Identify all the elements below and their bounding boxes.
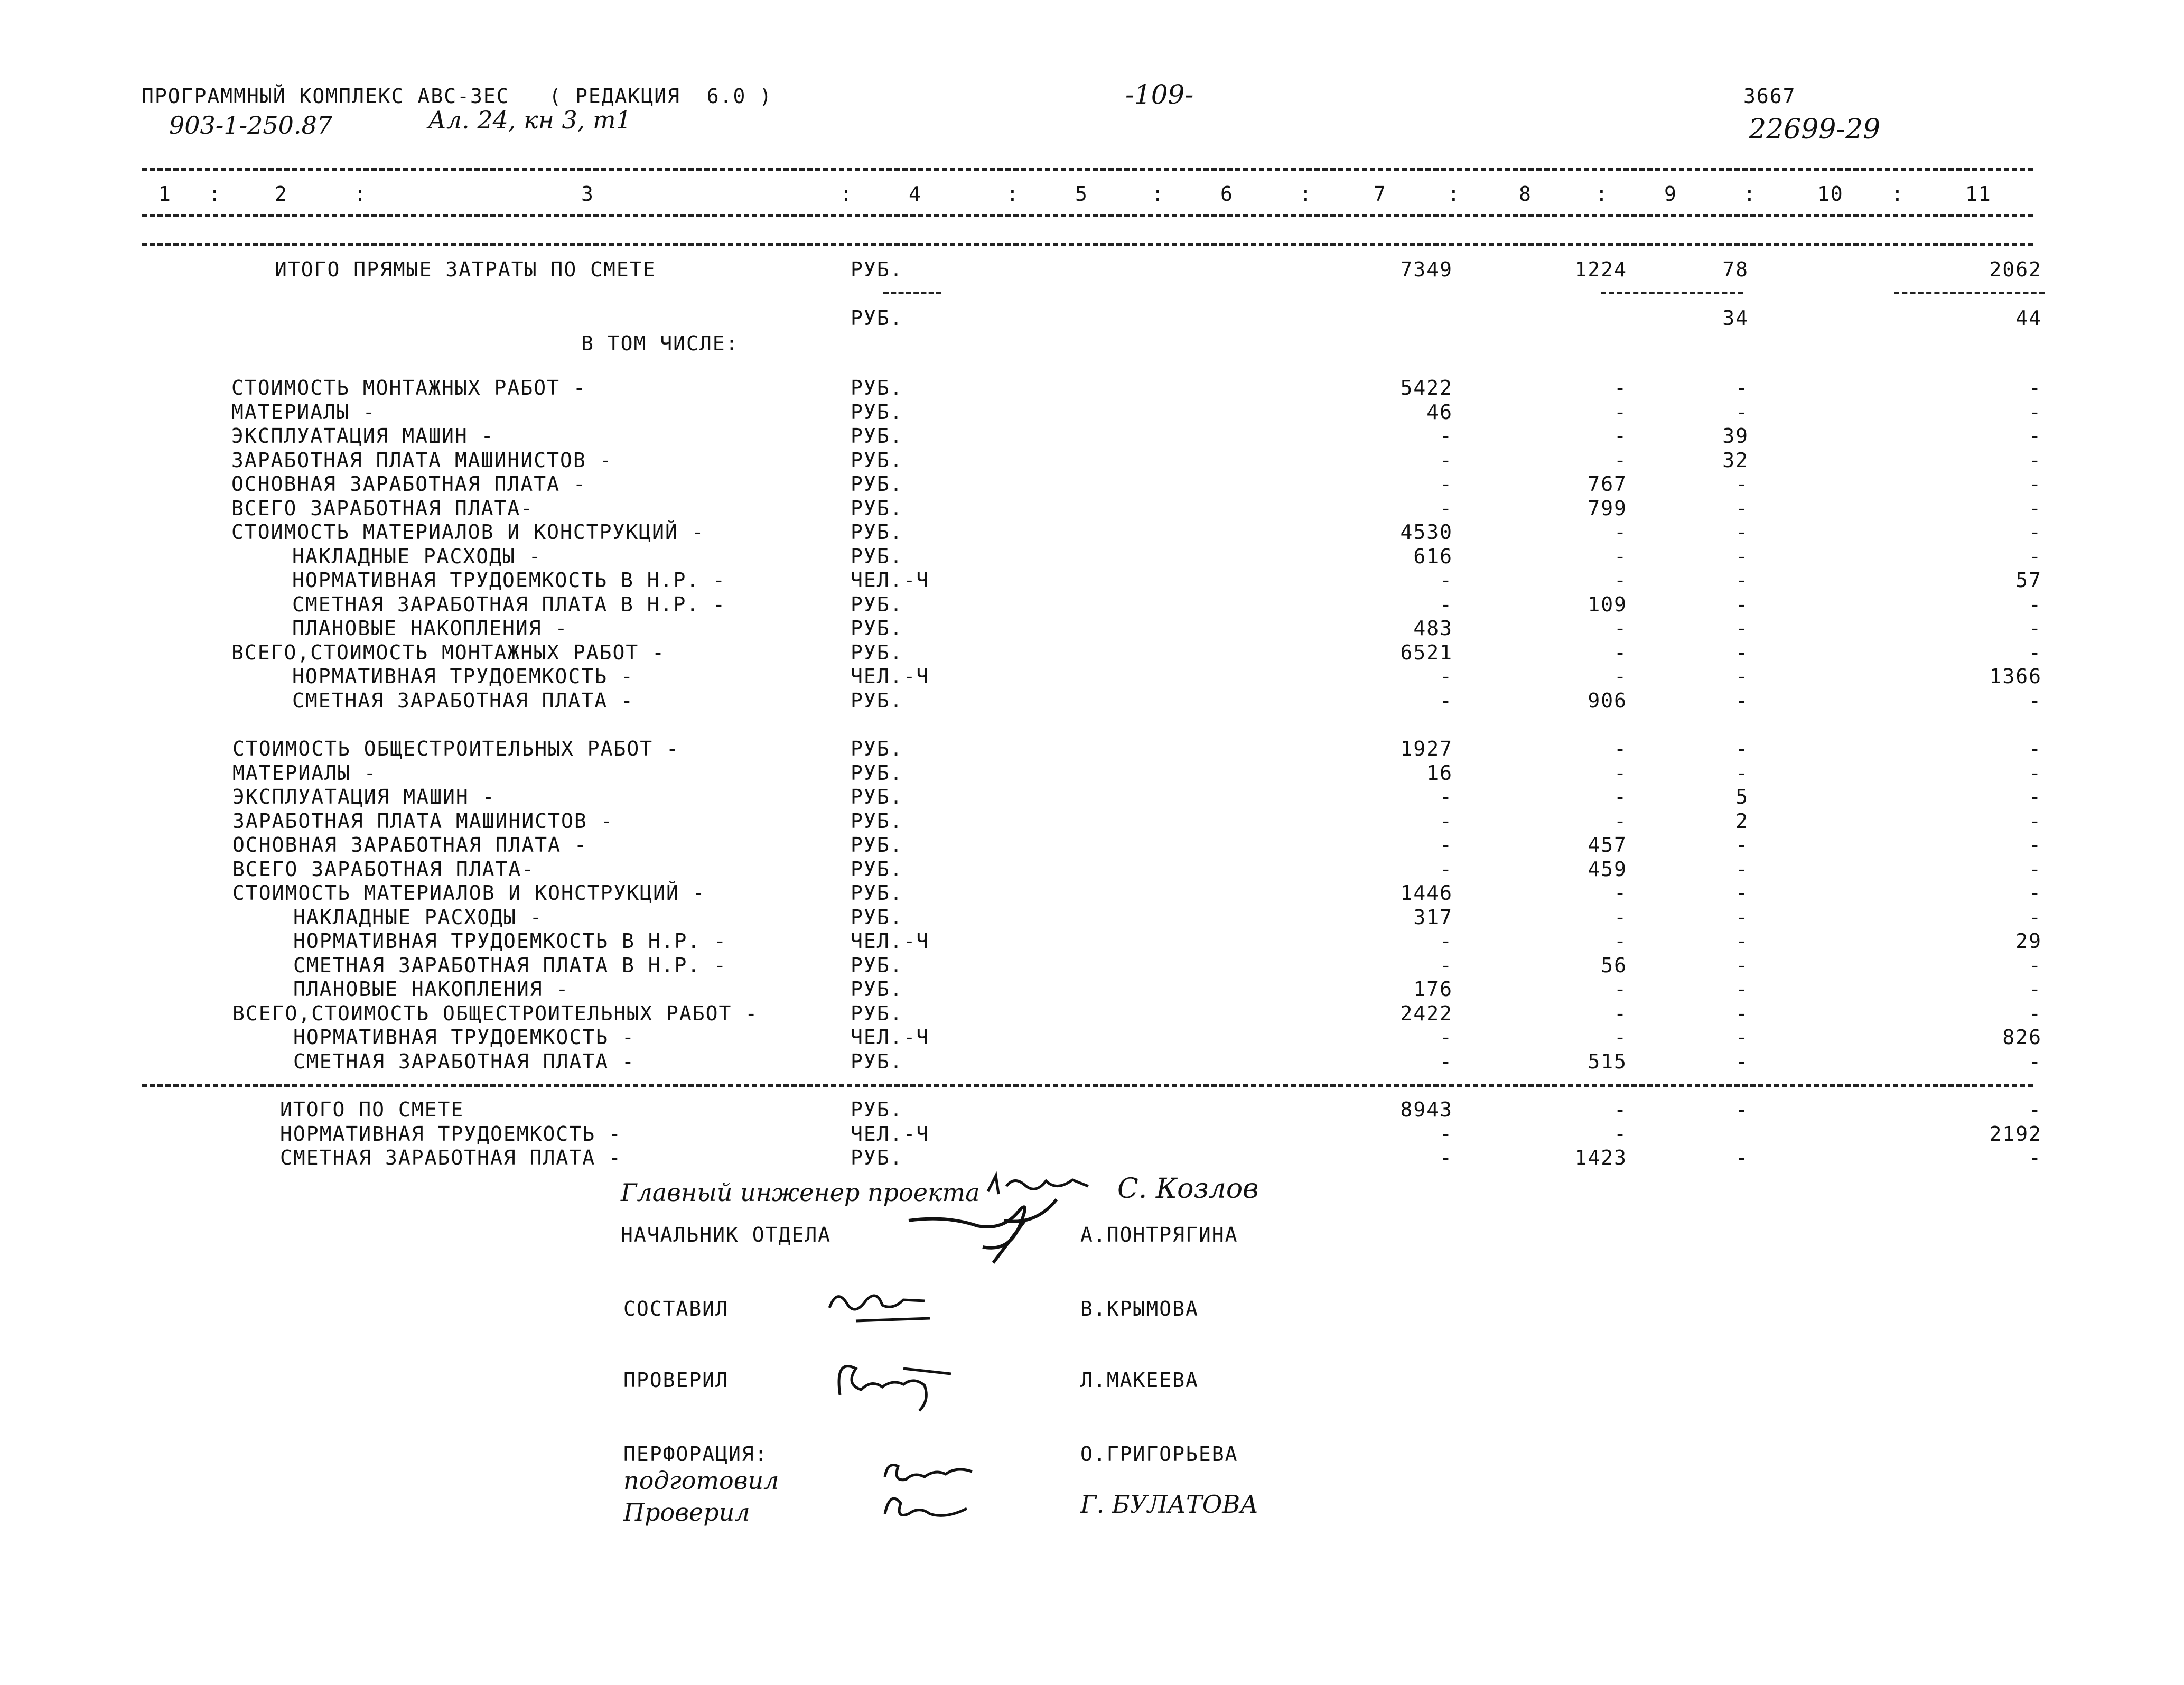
- cell-col9: -: [1735, 569, 1749, 592]
- chief-engineer-name: С. Козлов: [1117, 1173, 1259, 1205]
- compiled-name: В.КРЫМОВА: [1080, 1297, 1199, 1320]
- cell-col9: -: [1735, 401, 1749, 424]
- project-code: 903-1-250.87: [169, 111, 333, 139]
- cell-col8: -: [1614, 809, 1627, 833]
- cell-col11: 44: [2015, 306, 2042, 330]
- cell-col9: -: [1735, 617, 1749, 640]
- compiled-title: СОСТАВИЛ: [623, 1297, 729, 1320]
- cell-col11: -: [2029, 520, 2042, 544]
- cell-col9: -: [1735, 929, 1749, 953]
- row-label: НОРМАТИВНАЯ ТРУДОЕМКОСТЬ В Н.Р. -: [293, 929, 727, 953]
- row-label: ПЛАНОВЫЕ НАКОПЛЕНИЯ -: [293, 978, 570, 1001]
- column-rule-2: [142, 243, 2033, 246]
- row-unit: ЧЕЛ.-Ч: [851, 929, 930, 953]
- row-label: ЗАРАБОТНАЯ ПЛАТА МАШИНИСТОВ -: [232, 809, 614, 833]
- row-label: ВСЕГО ЗАРАБОТНАЯ ПЛАТА-: [232, 858, 535, 881]
- row-label: НОРМАТИВНАЯ ТРУДОЕМКОСТЬ В Н.Р. -: [292, 569, 726, 592]
- row-unit: РУБ.: [851, 617, 903, 640]
- cell-col8: 109: [1588, 593, 1627, 616]
- cell-col7: -: [1440, 472, 1453, 496]
- column-number: 6: [1220, 182, 1234, 206]
- cell-col7: -: [1440, 449, 1453, 472]
- cell-col11: -: [2029, 881, 2042, 905]
- row-unit: ЧЕЛ.-Ч: [851, 1026, 930, 1049]
- cell-col11: -: [2029, 641, 2042, 664]
- cell-col11: -: [2029, 809, 2042, 833]
- row-label: НОРМАТИВНАЯ ТРУДОЕМКОСТЬ -: [293, 1026, 635, 1049]
- cell-col9: -: [1735, 881, 1749, 905]
- cell-col11: -: [2029, 689, 2042, 712]
- row-unit: РУБ.: [851, 978, 903, 1001]
- row-unit: РУБ.: [851, 689, 903, 712]
- row-label: ВСЕГО,СТОИМОСТЬ МОНТАЖНЫХ РАБОТ -: [231, 641, 665, 664]
- cell-col11: 2062: [1989, 258, 2042, 281]
- row-label: СМЕТНАЯ ЗАРАБОТНАЯ ПЛАТА -: [293, 1050, 635, 1073]
- row-label: СМЕТНАЯ ЗАРАБОТНАЯ ПЛАТА -: [292, 689, 634, 712]
- row-unit: РУБ.: [851, 497, 903, 520]
- cell-col7: 1927: [1400, 737, 1453, 760]
- cell-col7: 1446: [1400, 881, 1453, 905]
- album-reference: Ал. 24, кн 3, т1: [428, 106, 631, 134]
- cell-col7: -: [1440, 1050, 1453, 1073]
- cell-col11: -: [2029, 761, 2042, 785]
- row-unit: РУБ.: [851, 520, 903, 544]
- cell-col8: 1423: [1574, 1146, 1627, 1169]
- column-number: 9: [1664, 182, 1677, 206]
- row-unit: ЧЕЛ.-Ч: [851, 665, 930, 688]
- archive-code: 22699-29: [1749, 114, 1881, 145]
- column-separator: :: [1300, 182, 1313, 206]
- cell-col8: 515: [1588, 1050, 1627, 1073]
- cell-col7: 6521: [1400, 641, 1453, 664]
- column-number: 8: [1519, 182, 1532, 206]
- cell-col7: 176: [1413, 978, 1453, 1001]
- column-number: 2: [275, 182, 288, 206]
- cell-col11: -: [2029, 978, 2042, 1001]
- column-separator: :: [1595, 182, 1609, 206]
- cell-col7: 483: [1413, 617, 1453, 640]
- row-unit: РУБ.: [851, 593, 903, 616]
- column-separator: :: [840, 182, 853, 206]
- col9-underline: [1601, 292, 1743, 294]
- checked2-title: Проверил: [623, 1498, 750, 1526]
- cell-col11: -: [2029, 617, 2042, 640]
- cell-col8: -: [1614, 761, 1627, 785]
- cell-col7: -: [1440, 1122, 1453, 1146]
- perforation-title: ПЕРФОРАЦИЯ:: [623, 1442, 768, 1466]
- column-separator: :: [209, 182, 222, 206]
- checked-title: ПРОВЕРИЛ: [623, 1369, 729, 1392]
- cell-col9: -: [1735, 593, 1749, 616]
- cell-col9: -: [1735, 978, 1749, 1001]
- row-label: ОСНОВНАЯ ЗАРАБОТНАЯ ПЛАТА -: [231, 472, 586, 496]
- cell-col9: -: [1735, 1050, 1749, 1073]
- row-unit: РУБ.: [851, 737, 903, 760]
- cell-col9: -: [1735, 954, 1749, 977]
- column-separator: :: [354, 182, 367, 206]
- cell-col9: -: [1735, 641, 1749, 664]
- cell-col9: -: [1735, 1146, 1749, 1169]
- cell-col11: -: [2029, 833, 2042, 857]
- column-number: 10: [1817, 182, 1844, 206]
- row-label: ЭКСПЛУАТАЦИЯ МАШИН -: [232, 785, 496, 808]
- cell-col7: -: [1440, 497, 1453, 520]
- cell-col7: -: [1440, 665, 1453, 688]
- row-unit: РУБ.: [851, 1050, 903, 1073]
- row-label: МАТЕРИАЛЫ -: [232, 761, 377, 785]
- cell-col8: -: [1614, 401, 1627, 424]
- row-label: СМЕТНАЯ ЗАРАБОТНАЯ ПЛАТА В Н.Р. -: [292, 593, 726, 616]
- dept-head-title: НАЧАЛЬНИК ОТДЕЛА: [621, 1223, 832, 1246]
- row-unit: ЧЕЛ.-Ч: [851, 569, 930, 592]
- cell-col8: -: [1614, 665, 1627, 688]
- column-number: 1: [158, 182, 172, 206]
- cell-col7: -: [1440, 858, 1453, 881]
- row-label: НАКЛАДНЫЕ РАСХОДЫ -: [292, 545, 542, 568]
- cell-col9: 39: [1722, 424, 1749, 448]
- cell-col9: -: [1735, 376, 1749, 399]
- cell-col7: -: [1440, 954, 1453, 977]
- row-label: СТОИМОСТЬ ОБЩЕСТРОИТЕЛЬНЫХ РАБОТ -: [232, 737, 679, 760]
- cell-col11: -: [2029, 497, 2042, 520]
- row-unit: РУБ.: [851, 881, 903, 905]
- including-label: В ТОМ ЧИСЛЕ:: [581, 332, 739, 355]
- row-unit: ЧЕЛ.-Ч: [851, 1122, 930, 1146]
- cell-col8: -: [1614, 520, 1627, 544]
- cell-col8: -: [1614, 424, 1627, 448]
- row-unit: РУБ.: [851, 424, 903, 448]
- row-unit: РУБ.: [851, 449, 903, 472]
- checked-name: Л.МАКЕЕВА: [1080, 1369, 1199, 1392]
- row-unit: РУБ.: [851, 1098, 903, 1121]
- cell-col9: -: [1735, 1098, 1749, 1121]
- cell-col7: -: [1440, 424, 1453, 448]
- cell-col9: -: [1735, 1002, 1749, 1025]
- row-label: ПЛАНОВЫЕ НАКОПЛЕНИЯ -: [292, 617, 568, 640]
- cell-col8: 906: [1588, 689, 1627, 712]
- cell-col7: -: [1440, 809, 1453, 833]
- cell-col11: -: [2029, 906, 2042, 929]
- column-separator: :: [1743, 182, 1757, 206]
- row-label: ИТОГО ПРЯМЫЕ ЗАТРАТЫ ПО СМЕТЕ: [275, 258, 656, 281]
- row-unit: РУБ.: [851, 306, 903, 330]
- cell-col8: -: [1614, 1026, 1627, 1049]
- row-unit: РУБ.: [851, 906, 903, 929]
- cell-col7: 8943: [1400, 1098, 1453, 1121]
- cell-col7: -: [1440, 785, 1453, 808]
- cell-col11: -: [2029, 545, 2042, 568]
- cell-col8: -: [1614, 545, 1627, 568]
- cell-col11: -: [2029, 1146, 2042, 1169]
- row-unit: РУБ.: [851, 1002, 903, 1025]
- row-label: СТОИМОСТЬ МАТЕРИАЛОВ И КОНСТРУКЦИЙ -: [231, 520, 705, 544]
- cell-col9: -: [1735, 1026, 1749, 1049]
- row-unit: РУБ.: [851, 376, 903, 399]
- cell-col11: -: [2029, 954, 2042, 977]
- cell-col11: 29: [2015, 929, 2042, 953]
- unit-underline: [883, 292, 941, 294]
- column-separator: :: [1891, 182, 1905, 206]
- cell-col8: -: [1614, 737, 1627, 760]
- chief-engineer-title: Главный инженер проекта: [621, 1178, 980, 1207]
- column-separator: :: [1448, 182, 1461, 206]
- cell-col11: -: [2029, 472, 2042, 496]
- signature-checked2: [877, 1482, 983, 1530]
- row-unit: РУБ.: [851, 1146, 903, 1169]
- cell-col9: -: [1735, 497, 1749, 520]
- cell-col9: -: [1735, 906, 1749, 929]
- row-label: ЗАРАБОТНАЯ ПЛАТА МАШИНИСТОВ -: [231, 449, 613, 472]
- row-label: ВСЕГО ЗАРАБОТНАЯ ПЛАТА-: [231, 497, 534, 520]
- perforation-name: О.ГРИГОРЬЕВА: [1080, 1442, 1238, 1466]
- row-unit: РУБ.: [851, 472, 903, 496]
- cell-col7: 5422: [1400, 376, 1453, 399]
- row-label: НАКЛАДНЫЕ РАСХОДЫ -: [293, 906, 543, 929]
- cell-col11: -: [2029, 785, 2042, 808]
- row-unit: РУБ.: [851, 858, 903, 881]
- cell-col11: -: [2029, 1050, 2042, 1073]
- cell-col9: -: [1735, 761, 1749, 785]
- cell-col8: 459: [1588, 858, 1627, 881]
- dept-head-name: А.ПОНТРЯГИНА: [1080, 1223, 1238, 1246]
- doc-code: 3667: [1743, 85, 1796, 108]
- cell-col7: 46: [1426, 401, 1453, 424]
- cell-col7: -: [1440, 929, 1453, 953]
- cell-col11: 2192: [1989, 1122, 2042, 1146]
- cell-col9: -: [1735, 689, 1749, 712]
- row-unit: РУБ.: [851, 809, 903, 833]
- cell-col9: 2: [1735, 809, 1749, 833]
- cell-col8: 457: [1588, 833, 1627, 857]
- cell-col9: -: [1735, 737, 1749, 760]
- signature-compiled: [824, 1279, 940, 1326]
- cell-col7: -: [1440, 833, 1453, 857]
- cell-col8: -: [1614, 376, 1627, 399]
- page-number: -109-: [1125, 79, 1194, 110]
- cell-col11: -: [2029, 858, 2042, 881]
- row-label: СТОИМОСТЬ МАТЕРИАЛОВ И КОНСТРУКЦИЙ -: [232, 881, 706, 905]
- cell-col8: 56: [1601, 954, 1627, 977]
- cell-col11: -: [2029, 1098, 2042, 1121]
- row-label: НОРМАТИВНАЯ ТРУДОЕМКОСТЬ -: [280, 1122, 622, 1146]
- cell-col8: 799: [1588, 497, 1627, 520]
- signature-checked: [824, 1347, 962, 1416]
- cell-col8: -: [1614, 449, 1627, 472]
- cell-col9: 32: [1722, 449, 1749, 472]
- column-number: 11: [1965, 182, 1992, 206]
- cell-col11: -: [2029, 376, 2042, 399]
- row-label: СМЕТНАЯ ЗАРАБОТНАЯ ПЛАТА -: [280, 1146, 622, 1169]
- totals-rule: [142, 1084, 2033, 1087]
- cell-col8: -: [1614, 881, 1627, 905]
- row-unit: РУБ.: [851, 401, 903, 424]
- cell-col7: -: [1440, 1026, 1453, 1049]
- cell-col9: 78: [1722, 258, 1749, 281]
- cell-col9: -: [1735, 520, 1749, 544]
- cell-col7: -: [1440, 1146, 1453, 1169]
- row-unit: РУБ.: [851, 258, 903, 281]
- row-label: МАТЕРИАЛЫ -: [231, 401, 376, 424]
- cell-col7: -: [1440, 593, 1453, 616]
- cell-col8: -: [1614, 617, 1627, 640]
- cell-col7: 7349: [1400, 258, 1453, 281]
- column-separator: :: [1152, 182, 1165, 206]
- cell-col7: 16: [1426, 761, 1453, 785]
- cell-col8: -: [1614, 906, 1627, 929]
- cell-col9: -: [1735, 472, 1749, 496]
- cell-col9: -: [1735, 665, 1749, 688]
- cell-col8: -: [1614, 641, 1627, 664]
- cell-col9: 34: [1722, 306, 1749, 330]
- cell-col11: -: [2029, 401, 2042, 424]
- cell-col11: -: [2029, 593, 2042, 616]
- column-separator: :: [1006, 182, 1020, 206]
- row-label: ОСНОВНАЯ ЗАРАБОТНАЯ ПЛАТА -: [232, 833, 587, 857]
- cell-col11: 826: [2002, 1026, 2042, 1049]
- cell-col8: -: [1614, 1002, 1627, 1025]
- checked2-name: Г. БУЛАТОВА: [1080, 1490, 1259, 1519]
- cell-col11: -: [2029, 449, 2042, 472]
- cell-col7: 317: [1413, 906, 1453, 929]
- row-unit: РУБ.: [851, 954, 903, 977]
- cell-col8: -: [1614, 1122, 1627, 1146]
- cell-col11: 1366: [1989, 665, 2042, 688]
- cell-col8: -: [1614, 929, 1627, 953]
- column-number: 3: [581, 182, 594, 206]
- signature-dept-head: [898, 1189, 1072, 1268]
- row-unit: РУБ.: [851, 545, 903, 568]
- row-label: ИТОГО ПО СМЕТЕ: [280, 1098, 464, 1121]
- row-unit: РУБ.: [851, 641, 903, 664]
- column-number: 5: [1075, 182, 1088, 206]
- column-rule-1: [142, 214, 2033, 217]
- cell-col8: 1224: [1574, 258, 1627, 281]
- cell-col7: 2422: [1400, 1002, 1453, 1025]
- row-label: СМЕТНАЯ ЗАРАБОТНАЯ ПЛАТА В Н.Р. -: [293, 954, 727, 977]
- prepared-title: подготовил: [623, 1466, 779, 1495]
- cell-col7: -: [1440, 689, 1453, 712]
- cell-col7: -: [1440, 569, 1453, 592]
- cell-col9: -: [1735, 858, 1749, 881]
- row-label: НОРМАТИВНАЯ ТРУДОЕМКОСТЬ -: [292, 665, 634, 688]
- program-header: ПРОГРАММНЫЙ КОМПЛЕКС АВС-3ЕС ( РЕДАКЦИЯ 6.0 ): [142, 85, 773, 108]
- row-unit: РУБ.: [851, 761, 903, 785]
- cell-col8: -: [1614, 785, 1627, 808]
- col11-underline: [1894, 292, 2045, 294]
- column-number: 7: [1374, 182, 1387, 206]
- cell-col7: 4530: [1400, 520, 1453, 544]
- cell-col8: -: [1614, 1098, 1627, 1121]
- row-label: ЭКСПЛУАТАЦИЯ МАШИН -: [231, 424, 494, 448]
- cell-col11: 57: [2015, 569, 2042, 592]
- cell-col8: -: [1614, 978, 1627, 1001]
- cell-col7: 616: [1413, 545, 1453, 568]
- cell-col11: -: [2029, 424, 2042, 448]
- column-number: 4: [909, 182, 922, 206]
- row-unit: РУБ.: [851, 785, 903, 808]
- top-rule: [142, 168, 2033, 171]
- cell-col11: -: [2029, 737, 2042, 760]
- cell-col11: -: [2029, 1002, 2042, 1025]
- row-label: СТОИМОСТЬ МОНТАЖНЫХ РАБОТ -: [231, 376, 586, 399]
- cell-col8: -: [1614, 569, 1627, 592]
- cell-col9: -: [1735, 833, 1749, 857]
- cell-col8: 767: [1588, 472, 1627, 496]
- cell-col9: -: [1735, 545, 1749, 568]
- row-label: ВСЕГО,СТОИМОСТЬ ОБЩЕСТРОИТЕЛЬНЫХ РАБОТ -: [232, 1002, 759, 1025]
- cell-col9: 5: [1735, 785, 1749, 808]
- row-unit: РУБ.: [851, 833, 903, 857]
